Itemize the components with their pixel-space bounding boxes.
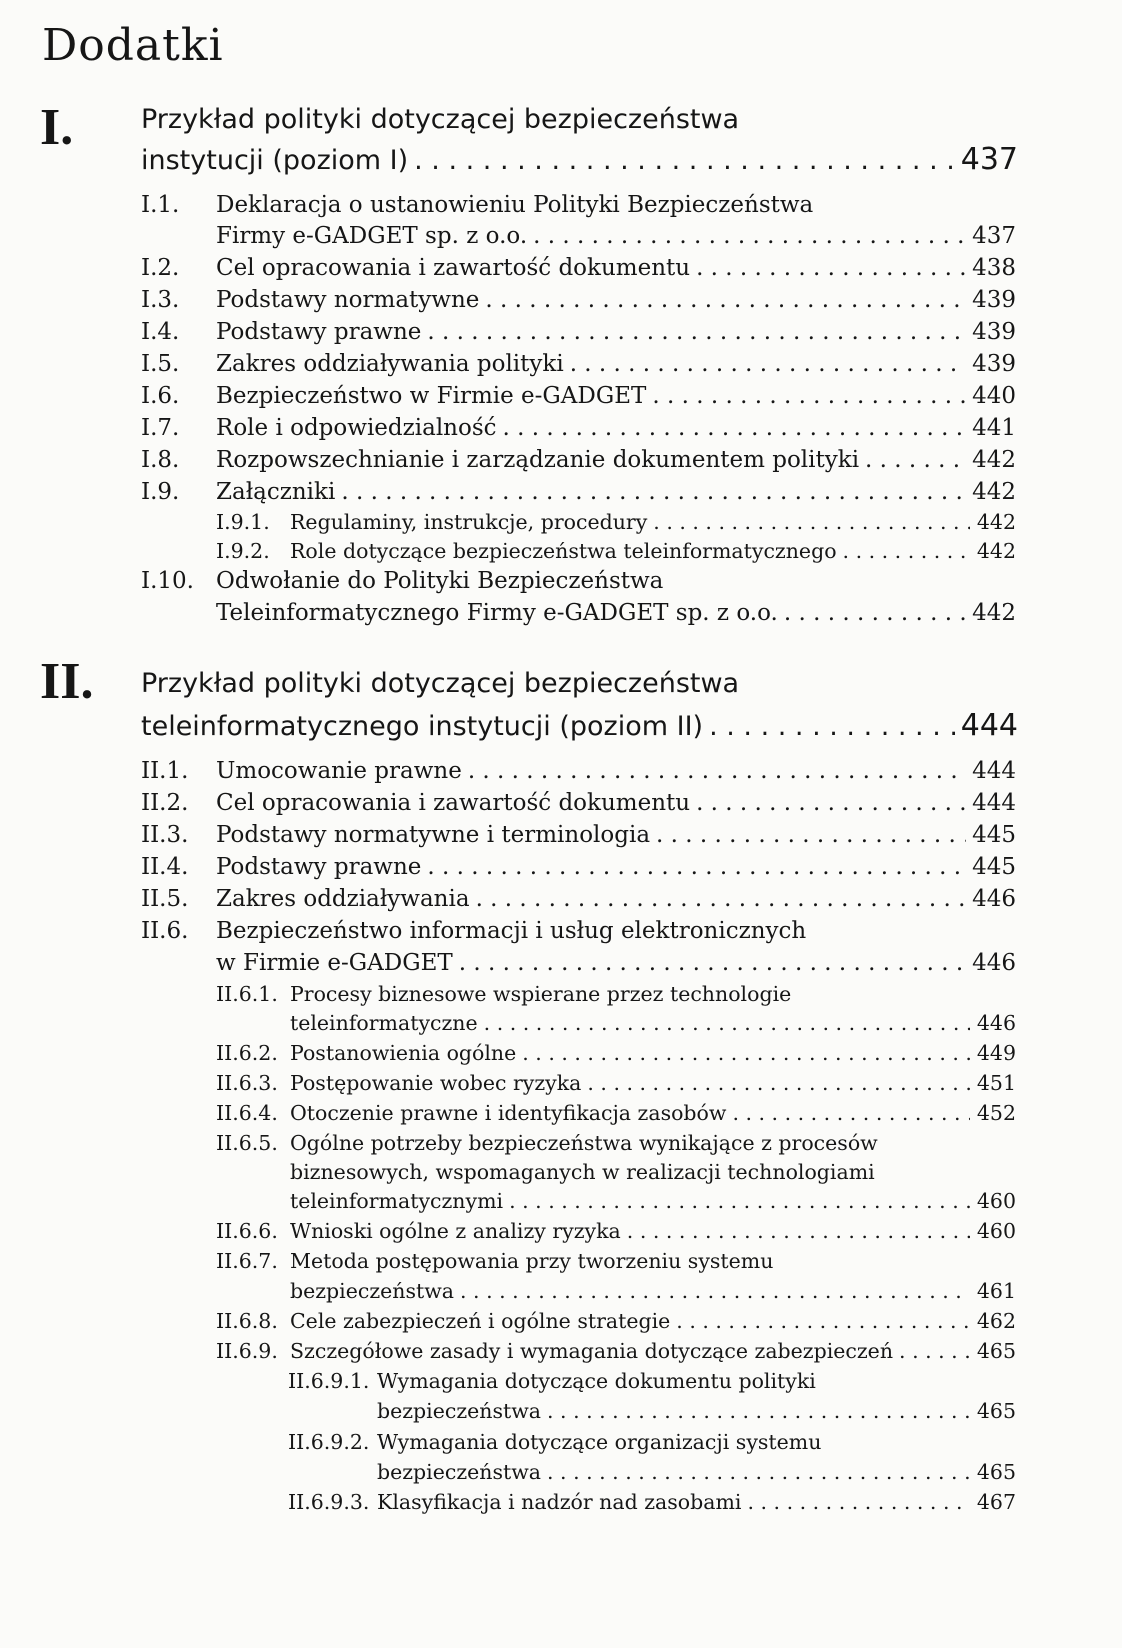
entry-title: Cel opracowania i zawartość dokumentu xyxy=(216,255,691,281)
entry-title: Regulaminy, instrukcje, procedury xyxy=(290,510,648,534)
section-number: I.9. xyxy=(141,479,180,505)
section-number: II.6.7. xyxy=(216,1249,278,1273)
page-number: 438 xyxy=(972,255,1016,281)
entry-title: Załączniki xyxy=(216,479,336,505)
page-number: 444 xyxy=(960,708,1018,743)
dot-leader xyxy=(676,1309,970,1333)
dot-leader xyxy=(653,510,970,534)
part-title xyxy=(141,104,1018,135)
page-number: 444 xyxy=(972,790,1016,816)
section-number: II.6.9.1. xyxy=(288,1369,370,1393)
page-number: 460 xyxy=(976,1219,1016,1243)
entry-title: Role dotyczące bezpieczeństwa teleinformatycznego xyxy=(290,539,837,563)
toc-entry[interactable] xyxy=(290,539,1016,563)
toc-entry[interactable] xyxy=(216,479,1016,505)
toc-entry[interactable] xyxy=(216,758,1016,784)
section-number: II.6.9.2. xyxy=(288,1430,370,1454)
toc-entry[interactable] xyxy=(216,600,1016,626)
toc-entry[interactable] xyxy=(290,1160,1016,1184)
dot-leader xyxy=(570,351,966,377)
entry-title: Odwołanie do Polityki Bezpieczeństwa xyxy=(216,568,664,594)
section-number: I.8. xyxy=(141,447,180,473)
toc-entry[interactable] xyxy=(290,1339,1016,1363)
toc-entry[interactable] xyxy=(216,351,1016,377)
page-number: 465 xyxy=(976,1399,1016,1423)
entry-title: Podstawy prawne xyxy=(216,319,422,345)
entry-title: bezpieczeństwa xyxy=(377,1399,542,1423)
toc-entry[interactable] xyxy=(216,192,1016,218)
page-number: 442 xyxy=(972,447,1016,473)
entry-title: Role i odpowiedzialność xyxy=(216,415,497,441)
toc-entry[interactable] xyxy=(216,918,1016,944)
toc-entry[interactable] xyxy=(216,822,1016,848)
entry-title: Ogólne potrzeby bezpieczeństwa wynikające z procesów xyxy=(290,1131,878,1155)
entry-title: bezpieczeństwa xyxy=(377,1460,542,1484)
entry-title: Postanowienia ogólne xyxy=(290,1041,517,1065)
page-number: 442 xyxy=(976,539,1016,563)
toc-entry[interactable] xyxy=(377,1490,1016,1514)
section-number: I.10. xyxy=(141,568,194,594)
section-number: II.6.8. xyxy=(216,1309,278,1333)
toc-entry[interactable] xyxy=(216,415,1016,441)
section-number: II.1. xyxy=(141,758,189,784)
dot-leader xyxy=(547,1399,970,1423)
toc-entry[interactable] xyxy=(377,1399,1016,1423)
page-number: 460 xyxy=(976,1189,1016,1213)
section-number: II.6.4. xyxy=(216,1101,278,1125)
entry-title: Podstawy normatywne i terminologia xyxy=(216,822,651,848)
part-numeral: I. xyxy=(40,99,74,156)
entry-title: w Firmie e-GADGET xyxy=(216,950,453,976)
dot-leader xyxy=(843,539,970,563)
section-number: II.6.6. xyxy=(216,1219,278,1243)
page-number: 445 xyxy=(972,822,1016,848)
section-number: II.6.9. xyxy=(216,1339,278,1363)
page-number: 442 xyxy=(976,510,1016,534)
page-number: 446 xyxy=(976,1011,1016,1035)
dot-leader xyxy=(460,1279,970,1303)
toc-entry[interactable] xyxy=(377,1430,1016,1454)
entry-title: Cel opracowania i zawartość dokumentu xyxy=(216,790,691,816)
page-number: 439 xyxy=(972,287,1016,313)
toc-entry[interactable] xyxy=(216,255,1016,281)
entry-title: Zakres oddziaływania xyxy=(216,886,470,912)
dot-leader xyxy=(485,287,966,313)
section-number: I.3. xyxy=(141,287,180,313)
toc-entry[interactable] xyxy=(216,383,1016,409)
toc-entry[interactable] xyxy=(290,1131,1016,1155)
dot-leader xyxy=(509,1189,970,1213)
page-number: 444 xyxy=(972,758,1016,784)
dot-leader xyxy=(652,383,966,409)
dot-leader xyxy=(696,255,966,281)
toc-entry[interactable] xyxy=(216,886,1016,912)
toc-entry[interactable] xyxy=(290,982,1016,1006)
section-number: II.2. xyxy=(141,790,189,816)
entry-title: Firmy e-GADGET sp. z o.o. xyxy=(216,223,528,249)
dot-leader xyxy=(503,415,967,441)
entry-title: Postępowanie wobec ryzyka xyxy=(290,1071,582,1095)
page-number: 465 xyxy=(976,1339,1016,1363)
entry-title: Otoczenie prawne i identyfikacja zasobów xyxy=(290,1101,727,1125)
toc-entry[interactable] xyxy=(216,790,1016,816)
entry-title: Wymagania dotyczące organizacji systemu xyxy=(377,1430,822,1454)
dot-leader xyxy=(747,1490,970,1514)
toc-entry[interactable] xyxy=(290,510,1016,534)
part-title-text: Przykład polityki dotyczącej bezpieczeństwa xyxy=(141,104,740,135)
page-number: 439 xyxy=(972,351,1016,377)
section-number: II.6.1. xyxy=(216,982,278,1006)
dot-leader xyxy=(468,758,966,784)
page-number: 440 xyxy=(972,383,1016,409)
toc-entry[interactable] xyxy=(290,1309,1016,1333)
page-number: 446 xyxy=(972,886,1016,912)
entry-title: Deklaracja o ustanowieniu Polityki Bezpieczeństwa xyxy=(216,192,814,218)
dot-leader xyxy=(341,479,966,505)
dot-leader xyxy=(696,790,966,816)
part-title-text: instytucji (poziom I) xyxy=(141,145,409,176)
page-title: Dodatki xyxy=(42,20,224,71)
toc-entry[interactable] xyxy=(216,568,1016,594)
section-number: II.6. xyxy=(141,918,189,944)
entry-title: Podstawy prawne xyxy=(216,854,422,880)
page-number: 451 xyxy=(976,1071,1016,1095)
dot-leader xyxy=(427,854,966,880)
section-number: I.4. xyxy=(141,319,180,345)
toc-entry[interactable] xyxy=(377,1369,1016,1393)
section-number: I.5. xyxy=(141,351,180,377)
toc-entry[interactable] xyxy=(290,1189,1016,1213)
dot-leader xyxy=(732,1101,970,1125)
page-number: 467 xyxy=(976,1490,1016,1514)
dot-leader xyxy=(784,600,966,626)
dot-leader xyxy=(627,1219,970,1243)
page-number: 441 xyxy=(972,415,1016,441)
dot-leader xyxy=(656,822,966,848)
entry-title: Cele zabezpieczeń i ogólne strategie xyxy=(290,1309,671,1333)
page-number: 452 xyxy=(976,1101,1016,1125)
toc-entry[interactable] xyxy=(377,1460,1016,1484)
entry-title: Teleinformatycznego Firmy e-GADGET sp. z o.o. xyxy=(216,600,778,626)
toc-entry[interactable] xyxy=(141,708,1018,743)
section-number: I.9.2. xyxy=(216,539,270,563)
page-number: 437 xyxy=(960,142,1018,177)
section-number: II.6.3. xyxy=(216,1071,278,1095)
toc-entry[interactable] xyxy=(290,1219,1016,1243)
page-number: 446 xyxy=(972,950,1016,976)
section-number: I.6. xyxy=(141,383,180,409)
entry-title: Szczegółowe zasady i wymagania dotyczące zabezpieczeń xyxy=(290,1339,894,1363)
dot-leader xyxy=(414,145,955,176)
entry-title: Rozpowszechnianie i zarządzanie dokumentem polityki xyxy=(216,447,860,473)
section-number: I.7. xyxy=(141,415,180,441)
toc-entry[interactable] xyxy=(216,447,1016,473)
section-number: II.4. xyxy=(141,854,189,880)
entry-title: biznesowych, wspomaganych w realizacji technologiami xyxy=(290,1160,875,1184)
entry-title: Metoda postępowania przy tworzeniu systemu xyxy=(290,1249,774,1273)
section-number: I.2. xyxy=(141,255,180,281)
toc-entry[interactable] xyxy=(216,950,1016,976)
entry-title: Procesy biznesowe wspierane przez technologie xyxy=(290,982,792,1006)
toc-entry[interactable] xyxy=(216,223,1016,249)
entry-title: teleinformatycznymi xyxy=(290,1189,504,1213)
dot-leader xyxy=(484,1011,970,1035)
toc-entry[interactable] xyxy=(216,287,1016,313)
toc-entry[interactable] xyxy=(290,1279,1016,1303)
toc-entry[interactable] xyxy=(290,1011,1016,1035)
section-number: II.6.2. xyxy=(216,1041,278,1065)
entry-title: Wymagania dotyczące dokumentu polityki xyxy=(377,1369,816,1393)
toc-entry[interactable] xyxy=(216,319,1016,345)
dot-leader xyxy=(459,950,966,976)
entry-title: Umocowanie prawne xyxy=(216,758,462,784)
entry-title: Wnioski ogólne z analizy ryzyka xyxy=(290,1219,621,1243)
section-number: II.6.9.3. xyxy=(288,1490,370,1514)
part-title-text: Przykład polityki dotyczącej bezpieczeństwa xyxy=(141,668,740,699)
dot-leader xyxy=(899,1339,970,1363)
entry-title: Bezpieczeństwo w Firmie e-GADGET xyxy=(216,383,647,409)
dot-leader xyxy=(522,1041,970,1065)
page-number: 439 xyxy=(972,319,1016,345)
part-title-text: teleinformatycznego instytucji (poziom II) xyxy=(141,711,704,742)
part-numeral: II. xyxy=(40,653,94,710)
toc-entry[interactable] xyxy=(290,1249,1016,1273)
toc-entry[interactable] xyxy=(290,1041,1016,1065)
toc-entry[interactable] xyxy=(216,854,1016,880)
page-number: 437 xyxy=(972,223,1016,249)
page-number: 442 xyxy=(972,600,1016,626)
page-number: 445 xyxy=(972,854,1016,880)
entry-title: teleinformatyczne xyxy=(290,1011,478,1035)
dot-leader xyxy=(547,1460,970,1484)
dot-leader xyxy=(476,886,967,912)
dot-leader xyxy=(587,1071,970,1095)
entry-title: Bezpieczeństwo informacji i usług elektronicznych xyxy=(216,918,807,944)
section-number: I.9.1. xyxy=(216,510,270,534)
toc-entry[interactable] xyxy=(290,1101,1016,1125)
page-number: 449 xyxy=(976,1041,1016,1065)
page-number: 461 xyxy=(976,1279,1016,1303)
section-number: II.3. xyxy=(141,822,189,848)
dot-leader xyxy=(533,223,966,249)
dot-leader xyxy=(709,711,955,742)
section-number: II.5. xyxy=(141,886,189,912)
dot-leader xyxy=(865,447,966,473)
toc-entry[interactable] xyxy=(290,1071,1016,1095)
page-number: 465 xyxy=(976,1460,1016,1484)
page-number: 462 xyxy=(976,1309,1016,1333)
entry-title: Zakres oddziaływania polityki xyxy=(216,351,564,377)
entry-title: Podstawy normatywne xyxy=(216,287,480,313)
entry-title: bezpieczeństwa xyxy=(290,1279,455,1303)
toc-entry[interactable] xyxy=(141,142,1018,177)
section-number: II.6.5. xyxy=(216,1131,278,1155)
part-title xyxy=(141,668,1018,699)
section-number: I.1. xyxy=(141,192,180,218)
page-number: 442 xyxy=(972,479,1016,505)
entry-title: Klasyfikacja i nadzór nad zasobami xyxy=(377,1490,742,1514)
dot-leader xyxy=(427,319,966,345)
